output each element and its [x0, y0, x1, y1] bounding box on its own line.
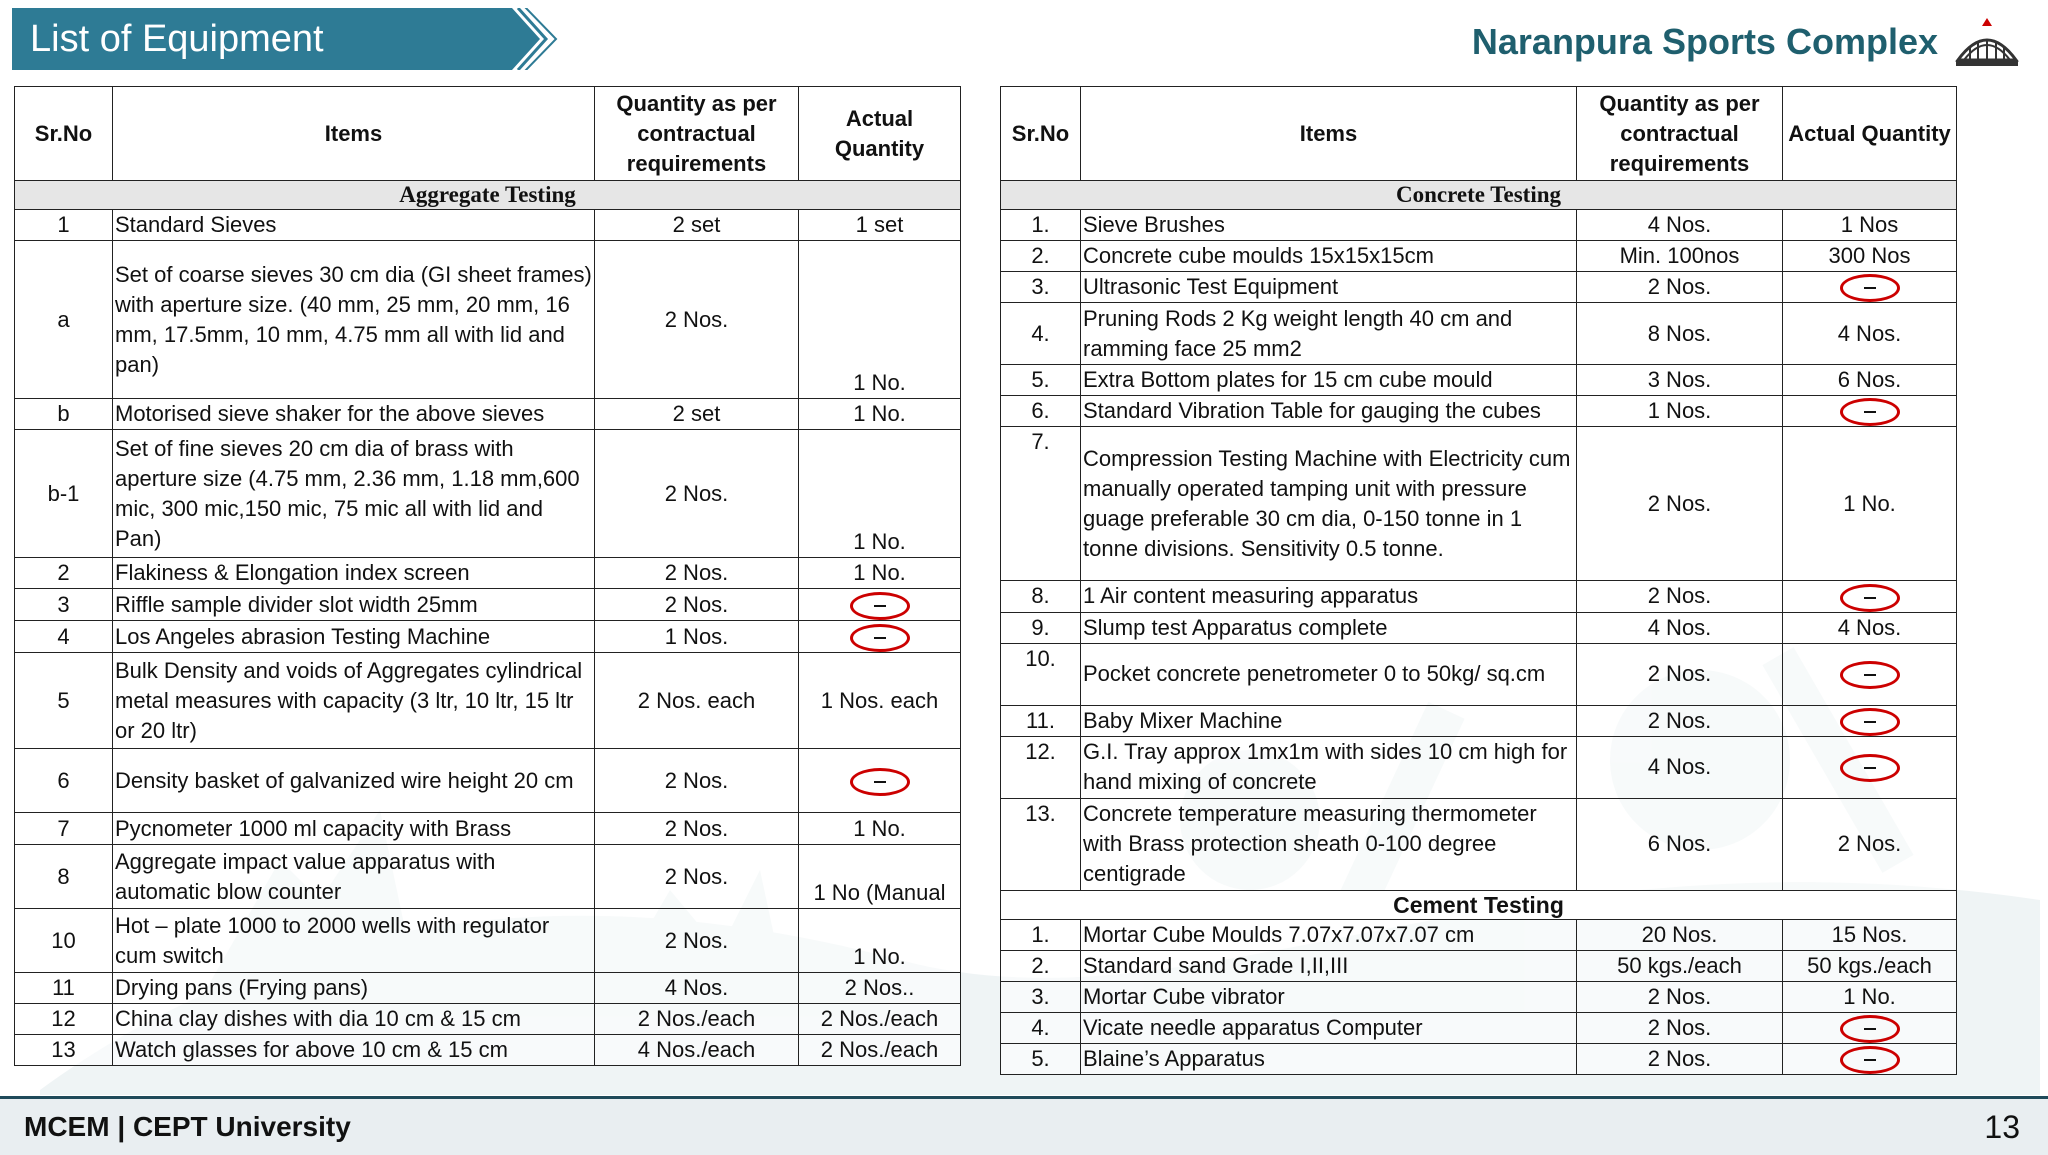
table-row	[15, 430, 961, 558]
actual-qty: 4 Nos.	[1783, 612, 1957, 643]
contract-qty: 2 Nos.	[1577, 981, 1783, 1012]
actual-qty: 1 set	[799, 210, 961, 241]
contract-qty: 2 Nos.	[1577, 581, 1783, 612]
contract-qty: 2 Nos.	[1577, 1043, 1783, 1074]
sr-no: 10.	[1001, 643, 1081, 705]
page-title: List of Equipment	[30, 18, 324, 60]
footer	[0, 1096, 2048, 1155]
item: Set of fine sieves 20 cm dia of brass with aperture size (4.75 mm, 2.36 mm, 1.18 mm,600 mic, 300 mic,150 mic, 75 mic all with lid and Pan)	[113, 430, 595, 558]
missing-mark-icon	[1840, 398, 1900, 426]
item: Slump test Apparatus complete	[1081, 612, 1577, 643]
item: Bulk Density and voids of Aggregates cylindrical metal measures with capacity (3 ltr, 10 ltr, 15 ltr or 20 ltr)	[113, 653, 595, 749]
item: Vicate needle apparatus Computer	[1081, 1012, 1577, 1043]
sr-no: 6	[15, 749, 113, 813]
item: Concrete cube moulds 15x15x15cm	[1081, 241, 1577, 272]
table-row	[1001, 303, 1957, 365]
sr-no: 3.	[1001, 272, 1081, 303]
sr-no: 1.	[1001, 919, 1081, 950]
table-row	[15, 1004, 961, 1035]
item: Pruning Rods 2 Kg weight length 40 cm and ramming face 25 mm2	[1081, 303, 1577, 365]
table-row	[1001, 798, 1957, 890]
missing-mark-icon	[1840, 661, 1900, 689]
contract-qty: 2 Nos.	[595, 813, 799, 845]
missing-mark-icon	[1840, 1046, 1900, 1074]
table-row	[1001, 705, 1957, 736]
contract-qty: 2 Nos.	[595, 558, 799, 589]
table-row	[1001, 736, 1957, 798]
item: Pycnometer 1000 ml capacity with Brass	[113, 813, 595, 845]
item: Standard Vibration Table for gauging the cubes	[1081, 396, 1577, 427]
table-header-row	[15, 87, 961, 181]
item: Los Angeles abrasion Testing Machine	[113, 621, 595, 653]
item: Density basket of galvanized wire height 20 cm	[113, 749, 595, 813]
contract-qty: 2 Nos.	[595, 430, 799, 558]
actual-qty: 2 Nos.	[1783, 798, 1957, 890]
table-row	[1001, 950, 1957, 981]
contract-qty: 50 kgs./each	[1577, 950, 1783, 981]
actual-qty: 1 No.	[799, 558, 961, 589]
actual-qty	[799, 621, 961, 653]
missing-mark-icon	[1840, 1015, 1900, 1043]
sr-no: 12	[15, 1004, 113, 1035]
contract-qty: 2 Nos.	[595, 845, 799, 909]
contract-qty: 2 Nos.	[1577, 272, 1783, 303]
sr-no: b-1	[15, 430, 113, 558]
section-row	[1001, 890, 1957, 919]
missing-mark-icon	[1840, 274, 1900, 302]
actual-qty: 2 Nos./each	[799, 1035, 961, 1066]
actual-qty	[1783, 736, 1957, 798]
contract-qty: 4 Nos.	[1577, 210, 1783, 241]
sr-no: 4	[15, 621, 113, 653]
sr-no: 8	[15, 845, 113, 909]
contract-qty: 1 Nos.	[1577, 396, 1783, 427]
sr-no: 2	[15, 558, 113, 589]
missing-mark-icon	[1840, 754, 1900, 782]
table-row	[1001, 210, 1957, 241]
table-header-row	[1001, 87, 1957, 181]
actual-qty	[1783, 581, 1957, 612]
item: Ultrasonic Test Equipment	[1081, 272, 1577, 303]
contract-qty: 2 Nos. each	[595, 653, 799, 749]
sr-no: 4.	[1001, 1012, 1081, 1043]
missing-mark-icon	[1840, 708, 1900, 736]
col-header-contract-qty: Quantity as per contractual requirements	[1577, 87, 1783, 181]
item: Watch glasses for above 10 cm & 15 cm	[113, 1035, 595, 1066]
sr-no: 3	[15, 589, 113, 621]
sr-no: 1.	[1001, 210, 1081, 241]
stadium-logo-icon	[1952, 12, 2022, 72]
sr-no: 7	[15, 813, 113, 845]
contract-qty: 2 Nos.	[1577, 643, 1783, 705]
actual-qty: 1 No.	[799, 909, 961, 973]
actual-qty	[1783, 1043, 1957, 1074]
sr-no: b	[15, 399, 113, 430]
item: Compression Testing Machine with Electricity cum manually operated tamping unit with pressure guage preferable 30 cm dia, 0-150 tonne in 1 tonne divisions. Sensitivity 0.5 tonne.	[1081, 427, 1577, 581]
contract-qty: 2 Nos.	[1577, 427, 1783, 581]
item: Aggregate impact value apparatus with automatic blow counter	[113, 845, 595, 909]
sr-no: 11.	[1001, 705, 1081, 736]
item: Pocket concrete penetrometer 0 to 50kg/ sq.cm	[1081, 643, 1577, 705]
sr-no: 3.	[1001, 981, 1081, 1012]
table-row	[15, 653, 961, 749]
brand-name: Naranpura Sports Complex	[1471, 21, 1938, 62]
actual-qty: 2 Nos..	[799, 973, 961, 1004]
item: Extra Bottom plates for 15 cm cube mould	[1081, 365, 1577, 396]
table-row	[15, 845, 961, 909]
sr-no: 7.	[1001, 427, 1081, 581]
actual-qty: 1 Nos	[1783, 210, 1957, 241]
contract-qty: 2 Nos./each	[595, 1004, 799, 1035]
missing-mark-icon	[850, 592, 910, 620]
actual-qty: 1 No.	[799, 430, 961, 558]
missing-mark-icon	[1840, 584, 1900, 612]
actual-qty: 6 Nos.	[1783, 365, 1957, 396]
contract-qty: 4 Nos.	[1577, 736, 1783, 798]
concrete-cement-equipment-table	[1000, 86, 1957, 1075]
sr-no: 5.	[1001, 1043, 1081, 1074]
table-row	[15, 909, 961, 973]
item: Drying pans (Frying pans)	[113, 973, 595, 1004]
item: Sieve Brushes	[1081, 210, 1577, 241]
table-row	[1001, 365, 1957, 396]
col-header-srno: Sr.No	[15, 87, 113, 181]
table-row	[15, 621, 961, 653]
brand	[1472, 12, 2022, 72]
table-row	[15, 1035, 961, 1066]
table-row	[1001, 981, 1957, 1012]
table-row	[15, 589, 961, 621]
item: 1 Air content measuring apparatus	[1081, 581, 1577, 612]
actual-qty	[1783, 1012, 1957, 1043]
contract-qty: 2 Nos.	[1577, 705, 1783, 736]
page-number: 13	[1984, 1109, 2020, 1145]
item: Hot – plate 1000 to 2000 wells with regulator cum switch	[113, 909, 595, 973]
col-header-srno: Sr.No	[1001, 87, 1081, 181]
sr-no: a	[15, 241, 113, 399]
col-header-actual-qty: Actual Quantity	[1783, 87, 1957, 181]
item: G.I. Tray approx 1mx1m with sides 10 cm high for hand mixing of concrete	[1081, 736, 1577, 798]
table-row	[15, 241, 961, 399]
contract-qty: 2 set	[595, 399, 799, 430]
contract-qty: Min. 100nos	[1577, 241, 1783, 272]
item: China clay dishes with dia 10 cm & 15 cm	[113, 1004, 595, 1035]
contract-qty: 2 set	[595, 210, 799, 241]
item: Baby Mixer Machine	[1081, 705, 1577, 736]
actual-qty: 1 No.	[799, 399, 961, 430]
actual-qty: 4 Nos.	[1783, 303, 1957, 365]
table-row	[15, 813, 961, 845]
item: Motorised sieve shaker for the above sieves	[113, 399, 595, 430]
table-row	[1001, 581, 1957, 612]
actual-qty	[1783, 272, 1957, 303]
table-row	[1001, 272, 1957, 303]
sr-no: 13	[15, 1035, 113, 1066]
table-row	[15, 973, 961, 1004]
contract-qty: 2 Nos.	[595, 909, 799, 973]
item: Standard sand Grade I,II,III	[1081, 950, 1577, 981]
section-title: Aggregate Testing	[15, 181, 961, 210]
contract-qty: 8 Nos.	[1577, 303, 1783, 365]
sr-no: 6.	[1001, 396, 1081, 427]
actual-qty: 1 No.	[1783, 981, 1957, 1012]
actual-qty	[799, 589, 961, 621]
table-row	[1001, 1012, 1957, 1043]
sr-no: 11	[15, 973, 113, 1004]
col-header-items: Items	[113, 87, 595, 181]
table-row	[15, 558, 961, 589]
col-header-actual-qty: Actual Quantity	[799, 87, 961, 181]
item: Mortar Cube vibrator	[1081, 981, 1577, 1012]
actual-qty	[1783, 396, 1957, 427]
table-row	[1001, 612, 1957, 643]
sr-no: 5.	[1001, 365, 1081, 396]
actual-qty	[1783, 705, 1957, 736]
contract-qty: 2 Nos.	[595, 241, 799, 399]
section-title: Concrete Testing	[1001, 181, 1957, 210]
contract-qty: 6 Nos.	[1577, 798, 1783, 890]
contract-qty: 3 Nos.	[1577, 365, 1783, 396]
contract-qty: 4 Nos./each	[595, 1035, 799, 1066]
sr-no: 8.	[1001, 581, 1081, 612]
item: Set of coarse sieves 30 cm dia (GI sheet frames) with aperture size. (40 mm, 25 mm, 20 mm, 16 mm, 17.5mm, 10 mm, 4.75 mm all with lid and pan)	[113, 241, 595, 399]
table-row	[1001, 427, 1957, 581]
contract-qty: 2 Nos.	[595, 749, 799, 813]
item: Concrete temperature measuring thermometer with Brass protection sheath 0-100 degree centigrade	[1081, 798, 1577, 890]
section-row	[1001, 181, 1957, 210]
item: Flakiness & Elongation index screen	[113, 558, 595, 589]
table-row	[1001, 643, 1957, 705]
table-row	[15, 749, 961, 813]
actual-qty: 50 kgs./each	[1783, 950, 1957, 981]
contract-qty: 4 Nos.	[595, 973, 799, 1004]
sr-no: 9.	[1001, 612, 1081, 643]
section-title: Cement Testing	[1001, 890, 1957, 919]
actual-qty: 1 No.	[799, 241, 961, 399]
title-banner	[12, 8, 572, 70]
sr-no: 5	[15, 653, 113, 749]
sr-no: 4.	[1001, 303, 1081, 365]
missing-mark-icon	[850, 624, 910, 652]
sr-no: 2.	[1001, 950, 1081, 981]
actual-qty: 1 No.	[799, 813, 961, 845]
col-header-contract-qty: Quantity as per contractual requirements	[595, 87, 799, 181]
section-row	[15, 181, 961, 210]
table-row	[1001, 241, 1957, 272]
actual-qty: 300 Nos	[1783, 241, 1957, 272]
contract-qty: 20 Nos.	[1577, 919, 1783, 950]
item: Riffle sample divider slot width 25mm	[113, 589, 595, 621]
col-header-items: Items	[1081, 87, 1577, 181]
item: Mortar Cube Moulds 7.07x7.07x7.07 cm	[1081, 919, 1577, 950]
contract-qty: 2 Nos.	[1577, 1012, 1783, 1043]
actual-qty: 1 Nos. each	[799, 653, 961, 749]
table-row	[1001, 919, 1957, 950]
item: Standard Sieves	[113, 210, 595, 241]
table-row	[1001, 396, 1957, 427]
actual-qty: 1 No.	[1783, 427, 1957, 581]
sr-no: 10	[15, 909, 113, 973]
actual-qty: 2 Nos./each	[799, 1004, 961, 1035]
sr-no: 12.	[1001, 736, 1081, 798]
footer-org: MCEM | CEPT University	[24, 1111, 351, 1142]
actual-qty: 1 No (Manual	[799, 845, 961, 909]
actual-qty	[1783, 643, 1957, 705]
contract-qty: 1 Nos.	[595, 621, 799, 653]
actual-qty	[799, 749, 961, 813]
missing-mark-icon	[850, 768, 910, 796]
actual-qty: 15 Nos.	[1783, 919, 1957, 950]
table-row	[15, 210, 961, 241]
sr-no: 13.	[1001, 798, 1081, 890]
table-row	[15, 399, 961, 430]
sr-no: 2.	[1001, 241, 1081, 272]
sr-no: 1	[15, 210, 113, 241]
aggregate-equipment-table	[14, 86, 961, 1066]
table-row	[1001, 1043, 1957, 1074]
contract-qty: 2 Nos.	[595, 589, 799, 621]
contract-qty: 4 Nos.	[1577, 612, 1783, 643]
item: Blaine’s Apparatus	[1081, 1043, 1577, 1074]
